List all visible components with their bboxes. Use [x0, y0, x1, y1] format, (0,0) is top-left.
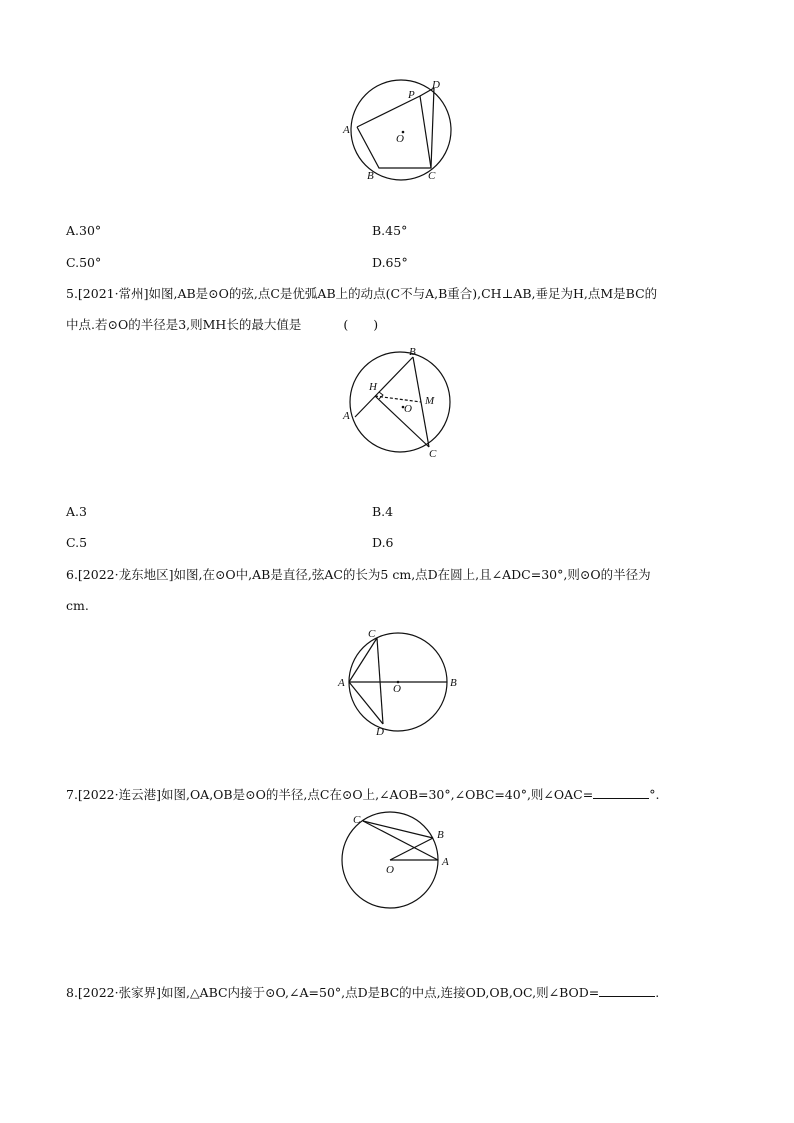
q7-answer-blank[interactable]: [593, 786, 649, 799]
q4-option-d: D.65°: [372, 255, 408, 270]
figure-q7-circle: [335, 805, 460, 915]
q5-option-b: B.4: [372, 504, 394, 519]
q5-answer-paren: ( ): [343, 317, 379, 332]
label-B: B: [437, 829, 444, 841]
label-A: A: [343, 410, 350, 422]
label-A: A: [343, 124, 350, 136]
label-D: D: [376, 726, 384, 738]
q8-text-after: .: [655, 985, 660, 1000]
q7-text-before: 7.[2022·连云港]如图,OA,OB是⊙O的半径,点C在⊙O上,∠AOB=30°,∠OBC=40°,则∠OAC=: [66, 787, 594, 802]
label-B: B: [409, 346, 416, 358]
q5-option-c: C.5: [66, 535, 88, 550]
label-A: A: [338, 677, 345, 689]
q4-option-c: C.50°: [66, 255, 102, 270]
q8-answer-blank[interactable]: [599, 984, 655, 997]
q7-text-after: °.: [649, 787, 660, 802]
label-C: C: [353, 814, 361, 826]
q6-text-line1: 6.[2022·龙东地区]如图,在⊙O中,AB是直径,弦AC的长为5 cm,点D在圆上,且∠ADC=30°,则⊙O的半径为: [66, 567, 651, 582]
q5-option-a: A.3: [66, 504, 87, 519]
q4-option-a: A.30°: [66, 223, 102, 238]
figure-q4-circle: [330, 75, 470, 190]
q8-text-before: 8.[2022·张家界]如图,△ABC内接于⊙O,∠A=50°,点D是BC的中点,连接OD,OB,OC,则∠BOD=: [66, 985, 600, 1000]
label-O: O: [404, 403, 412, 415]
label-B: B: [450, 677, 457, 689]
q5-text: 中点.若⊙O的半径是3,则MH长的最大值是: [66, 317, 302, 332]
label-B: B: [367, 170, 374, 182]
label-C: C: [428, 170, 436, 182]
q8-text: [66, 984, 659, 1001]
q5-text-line2: [66, 317, 378, 333]
label-O: O: [386, 864, 394, 876]
q6-text-line2: cm.: [66, 598, 89, 613]
figure-q5-circle: [335, 340, 460, 465]
label-A: A: [442, 856, 449, 868]
q5-text-line1: 5.[2021·常州]如图,AB是⊙O的弦,点C是优弧AB上的动点(C不与A,B重合),CH⊥AB,垂足为H,点M是BC的: [66, 286, 658, 301]
figure-q6-circle: [335, 625, 465, 745]
label-O: O: [393, 683, 401, 695]
q5-option-d: D.6: [372, 535, 394, 550]
label-M: M: [425, 395, 435, 407]
label-C: C: [368, 628, 376, 640]
q7-text: [66, 786, 659, 803]
label-O: O: [396, 133, 404, 145]
q4-option-b: B.45°: [372, 223, 408, 238]
label-D: D: [432, 79, 440, 91]
label-H: H: [369, 381, 377, 393]
label-P: P: [408, 89, 415, 101]
label-C: C: [429, 448, 437, 460]
